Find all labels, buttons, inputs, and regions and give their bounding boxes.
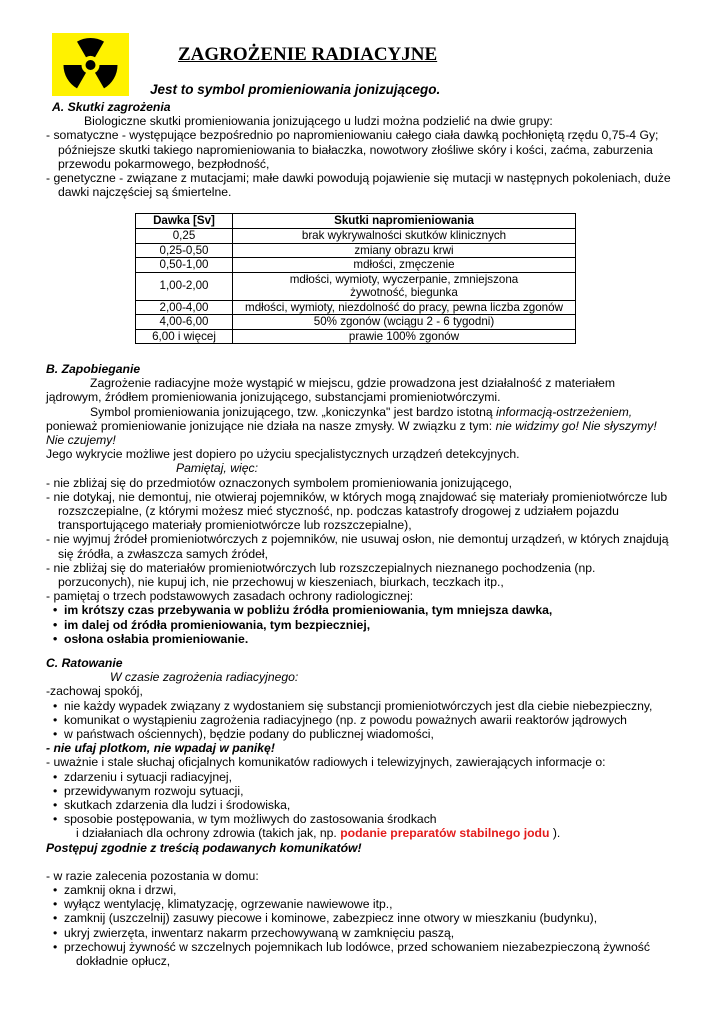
text-run: Symbol promieniowania jonizującego, tzw. „koniczynka" jest bardzo istotną xyxy=(90,404,493,419)
table-row xyxy=(136,272,576,300)
section-b xyxy=(46,362,686,646)
paragraph: -zachowaj spokój, xyxy=(46,684,143,699)
table-cell: 0,25-0,50 xyxy=(136,243,233,258)
list-item: - pamiętaj o trzech podstawowych zasadach ochrony radiologicznej: xyxy=(46,589,414,604)
trefoil-center xyxy=(86,60,96,70)
text-run-italic: nie widzimy go! Nie słyszymy! xyxy=(495,418,657,433)
list-item: się źródła, a zwłaszcza samych źródeł, xyxy=(58,546,268,561)
paragraph: - somatyczne - występujące bezpośrednio po napromieniowaniu całego ciała dawką pochłoniętą rzędu 0,75-4 Gy; xyxy=(46,128,659,143)
paragraph: dawki najczęściej są śmiertelne. xyxy=(58,185,232,200)
paragraph: - w razie zalecenia pozostania w domu: xyxy=(46,868,259,883)
paragraph xyxy=(46,405,686,419)
table-cell: mdłości, wymioty, wyczerpanie, zmniejszona żywotność, biegunka xyxy=(233,272,576,300)
table-header-row xyxy=(136,214,576,229)
list-item: • wyłącz wentylację, klimatyzację, ogrzewanie nawiewowe itp., xyxy=(46,897,686,911)
list-item: • przechowuj żywność w szczelnych pojemnikach lub lodówce, przed schowaniem niezabezpieczoną żywność xyxy=(46,940,686,954)
radiation-trefoil-icon xyxy=(52,33,129,96)
table-cell: brak wykrywalności skutków klinicznych xyxy=(233,229,576,244)
text-run: w państwach ościennych), będzie podany do publicznej wiadomości, xyxy=(64,727,434,742)
list-item: transportującego materiały promieniotwórcze lub rozszczepialne), xyxy=(58,518,412,533)
list-item: • skutkach zdarzenia dla ludzi i środowiska, xyxy=(46,798,686,812)
list-item xyxy=(46,727,686,741)
radiation-logo xyxy=(52,33,129,96)
list-item: - nie wyjmuj źródeł promieniotwórczych z pojemników, nie usuwaj osłon, nie demontuj urządzeń, w których znajdują xyxy=(46,532,669,547)
table-cell: 6,00 i więcej xyxy=(136,329,233,344)
table-cell: prawie 100% zgonów xyxy=(233,329,576,344)
text-run: ). xyxy=(552,826,561,841)
paragraph: dokładnie opłucz, xyxy=(76,954,171,969)
table-row xyxy=(136,329,576,344)
rule-item: • im dalej od źródła promieniowania, tym bezpieczniej, xyxy=(46,618,686,632)
trefoil-blade xyxy=(95,65,118,88)
list-item: - nie zbliżaj się do materiałów promieniotwórczych lub rozszczepialnych nieznanego pochodzenia (np. xyxy=(46,560,596,575)
trefoil-blade xyxy=(77,33,109,61)
list-item: • ukryj zwierzęta, inwentarz nakarm przechowywaną w zamknięciu paszą, xyxy=(46,926,686,940)
paragraph xyxy=(46,419,686,433)
spacer xyxy=(46,855,686,869)
paragraph: - uważnie i stale słuchaj oficjalnych komunikatów radiowych i telewizyjnych, zawierających informacje o: xyxy=(46,755,606,770)
page-title: ZAGROŻENIE RADIACYJNE xyxy=(178,44,438,65)
trefoil-blade xyxy=(57,57,89,88)
list-item: • zamknij okna i drzwi, xyxy=(46,883,686,897)
dose-table xyxy=(135,213,576,344)
page-subtitle: Jest to symbol promieniowania jonizującego. xyxy=(150,82,441,97)
text-run: i działaniach dla ochrony zdrowia (takich jak, np. xyxy=(76,826,337,841)
paragraph: przewodu pokarmowego, bezpłodność, xyxy=(58,156,270,171)
paragraph: - nie ufaj plotkom, nie wpadaj w panikę! xyxy=(46,741,275,756)
paragraph: późniejsze skutki takiego napromieniowania to białaczka, nowotwory złośliwe skóry i kości, zaćma, zaburzenia xyxy=(58,142,653,157)
section-c xyxy=(46,656,686,968)
paragraph: Biologiczne skutki promieniowania jonizującego u ludzi można podzielić na dwie grupy: xyxy=(84,114,553,129)
table-row xyxy=(136,315,576,330)
table-row xyxy=(136,300,576,315)
paragraph: W czasie zagrożenia radiacyjnego: xyxy=(110,670,299,685)
table-cell: 0,50-1,00 xyxy=(136,258,233,273)
table-cell: 2,00-4,00 xyxy=(136,300,233,315)
table-cell: 4,00-6,00 xyxy=(136,315,233,330)
table-row xyxy=(136,229,576,244)
table-cell: 1,00-2,00 xyxy=(136,272,233,300)
section-c-heading: C. Ratowanie xyxy=(46,656,123,670)
paragraph: Postępuj zgodnie z treścią podawanych komunikatów! xyxy=(46,840,362,855)
list-item: • nie każdy wypadek związany z wydostaniem się substancji promieniotwórczych jest dla ciebie niebezpieczny, xyxy=(46,699,686,713)
table-cell: 0,25 xyxy=(136,229,233,244)
table-cell: zmiany obrazu krwi xyxy=(233,243,576,258)
list-item: - nie zbliżaj się do przedmiotów oznaczonych symbolem promieniowania jonizującego, xyxy=(46,475,513,490)
paragraph: - genetyczne - związane z mutacjami; małe dawki powodują pojawienie się mutacji w następnych pokoleniach, duże xyxy=(46,171,671,186)
remember-label: Pamiętaj, więc: xyxy=(176,461,258,476)
paragraph xyxy=(46,826,686,840)
table-cell: mdłości, wymioty, niezdolność do pracy, pewna liczba zgonów xyxy=(233,300,576,315)
list-item: • komunikat o wystąpieniu zagrożenia radiacyjnego (np. z powodu poważnych awarii reaktorów jądrowych xyxy=(46,713,686,727)
list-item: • przewidywanym rozwoju sytuacji, xyxy=(46,784,686,798)
paragraph: Jego wykrycie możliwe jest dopiero po użyciu specjalistycznych urządzeń detekcyjnych. xyxy=(46,447,520,462)
highlight-text: podanie preparatów stabilnego jodu xyxy=(340,826,550,841)
list-item: - nie dotykaj, nie demontuj, nie otwieraj pojemników, w których mogą znajdować się materiały promieniotwórcze lub xyxy=(46,489,668,504)
list-item: rozszczepialne, (z którymi możesz mieć styczność, np. podczas katastrofy drogowej z udziałem pojazdu xyxy=(58,504,619,519)
section-a-heading: A. Skutki zagrożenia xyxy=(52,100,171,114)
paragraph: Nie czujemy! xyxy=(46,433,116,448)
text-run-italic: informacją-ostrzeżeniem, xyxy=(496,404,633,419)
paragraph: Zagrożenie radiacyjne może wystąpić w miejscu, gdzie prowadzona jest działalność z materiałem xyxy=(90,376,615,391)
table-header: Dawka [Sv] xyxy=(136,214,233,229)
table-row xyxy=(136,243,576,258)
table-cell: 50% zgonów (wciągu 2 - 6 tygodni) xyxy=(233,315,576,330)
rule-item: • osłona osłabia promieniowanie. xyxy=(46,632,686,646)
section-a xyxy=(46,100,686,199)
list-item: • sposobie postępowania, w tym możliwych do zastosowania środkach xyxy=(46,812,686,826)
table-header: Skutki napromieniowania xyxy=(233,214,576,229)
text-run: ponieważ promieniowanie jonizujące nie działa na nasze zmysły. W związku z tym: xyxy=(46,418,493,433)
list-item: • zamknij (uszczelnij) zasuwy piecowe i kominowe, zabezpiecz inne otwory w mieszkaniu (budynku), xyxy=(46,911,686,925)
list-item: porzuconych), nie kupuj ich, nie przechowuj w kieszeniach, biurkach, teczkach itp., xyxy=(58,575,504,590)
section-b-heading: B. Zapobieganie xyxy=(46,362,141,376)
paragraph: jądrowym, źródłem promieniowania jonizującego, substancjami promieniotwórczymi. xyxy=(46,390,501,405)
list-item: • zdarzeniu i sytuacji radiacyjnej, xyxy=(46,770,686,784)
rule-item: • im krótszy czas przebywania w pobliżu źródła promieniowania, tym mniejsza dawka, xyxy=(46,603,686,617)
table-cell: mdłości, zmęczenie xyxy=(233,258,576,273)
table-row xyxy=(136,258,576,273)
